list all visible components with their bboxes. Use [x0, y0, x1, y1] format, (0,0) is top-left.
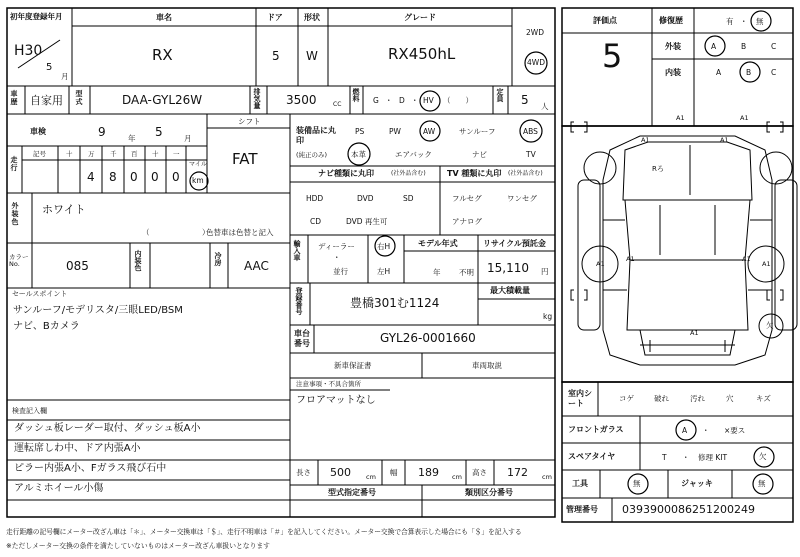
damage-mark: A1 [690, 329, 699, 337]
shaken-label: 車検 [30, 127, 46, 136]
navi-type-note: (社外品含む) [391, 170, 426, 177]
tools-value: 無 [633, 479, 641, 488]
length-unit: cm [366, 473, 376, 481]
color-no-label: カラーNo. [9, 253, 29, 268]
seat-label: 室内シート [568, 389, 592, 409]
tv-type-label: TV 種類に丸印 [447, 169, 502, 178]
model-year-value: 不明 [459, 268, 474, 277]
fuel-other: （ ） [443, 96, 473, 105]
type-value: DAA-GYL26W [122, 93, 203, 107]
damage-mark: A1 [596, 260, 605, 268]
length-label: 長さ [296, 468, 311, 477]
recycle-value: 15,110 [487, 261, 529, 275]
navi-dvd: DVD [357, 194, 374, 203]
color-value: ホワイト [42, 203, 86, 216]
shape-label: 形状 [304, 13, 320, 22]
exterior-label: 外装 [665, 42, 681, 51]
inspector-label: 検査記入欄 [12, 407, 47, 415]
model-label: 車名 [156, 13, 172, 22]
aircon-label: 冷房 [214, 252, 222, 266]
height-value: 172 [507, 466, 528, 479]
color-change-note: 色替車は色替と記入 [206, 228, 274, 237]
interior-grade-a: A [716, 68, 722, 77]
usage-value: 自家用 [30, 94, 63, 107]
model-value: RX [152, 46, 173, 64]
inspector-line: ダッシュ板レーダー取付、ダッシュ板A小 [14, 423, 201, 434]
score-value: 5 [602, 37, 623, 75]
fuel-dot-2: ・ [411, 96, 419, 105]
first-registration-month: 5 [46, 62, 53, 73]
import-dealer: ディーラー [318, 242, 355, 251]
chassis-value: GYL26-0001660 [380, 331, 476, 345]
shaken-year-unit: 年 [128, 134, 136, 143]
navi-hdd: HDD [306, 194, 324, 203]
mileage-label: 走行 [10, 156, 18, 172]
equip-leather: 本革 [351, 150, 366, 159]
damage-mark: A1 [742, 255, 751, 263]
shaken-month: 5 [155, 125, 163, 139]
drive-2wd: 2WD [526, 28, 544, 37]
color-change-paren: （ ） [142, 228, 210, 237]
seat-stain: 汚れ [690, 394, 705, 403]
chassis-label: 車台番号 [294, 329, 310, 348]
shaken-month-unit: 月 [184, 134, 192, 143]
mileage-place-hundred-thousand: 十 [66, 150, 73, 158]
fuel-d: D [399, 96, 405, 105]
first-registration-label: 初年度登録年月 [10, 12, 63, 21]
repair-dot: ・ [740, 17, 748, 26]
damage-mark: A1 [676, 114, 685, 122]
jack-value: 無 [758, 479, 766, 488]
first-registration-era: H30 [14, 43, 43, 59]
equip-aw: AW [423, 127, 436, 136]
mileage-digit: 4 [87, 170, 95, 184]
mileage-place-sign: 記号 [33, 150, 46, 158]
displacement-value: 3500 [286, 93, 317, 107]
damage-mark: A1 [641, 136, 650, 144]
type-designation-label: 型式指定番号 [328, 488, 376, 497]
selling-point-line: サンルーフ/モデリスタ/三眼LED/BSM [13, 305, 183, 316]
seat-tear: 破れ [654, 394, 669, 403]
fuel-label: 燃料 [352, 88, 360, 102]
spare-tire-label: スペアタイヤ [568, 452, 616, 461]
navi-type-label: ナビ種類に丸印 [318, 169, 374, 178]
drive-4wd: 4WD [527, 58, 545, 67]
mileage-place-hundred: 百 [131, 150, 138, 158]
width-unit: cm [452, 473, 462, 481]
import-left-hand: 左H [377, 267, 391, 276]
width-value: 189 [418, 466, 439, 479]
footer-note-2: ※ただしメーター交換の条件を満たしていないものはメーター改ざん車扱いとなります [6, 542, 270, 550]
spare-repair-kit: 修理 KIT [698, 453, 728, 462]
windshield-replace: ×要ス [724, 426, 746, 435]
mileage-digit: 0 [172, 170, 180, 184]
exterior-grade-c: C [771, 42, 777, 51]
interior-grade-b: B [746, 68, 752, 77]
repair-no: 無 [756, 17, 764, 26]
tools-label: 工具 [572, 479, 588, 488]
mile-unit: マイル [189, 161, 207, 168]
management-number-label: 管理番号 [566, 505, 598, 514]
jack-label: ジャッキ [681, 479, 713, 488]
car-diagram [571, 122, 797, 365]
displacement-label: 排気量 [253, 88, 261, 109]
new-car-warranty: 新車保証書 [334, 361, 372, 370]
cc-unit: CC [333, 101, 342, 108]
max-load-kg: kg [543, 312, 553, 321]
capacity-unit: 人 [541, 102, 549, 111]
height-unit: cm [542, 473, 552, 481]
damage-mark: A1 [626, 255, 635, 263]
management-number-value: 0393900086251200249 [622, 503, 755, 516]
tv-fullseg: フルセグ [452, 194, 482, 203]
model-year-label: モデル年式 [418, 239, 458, 248]
mileage-place-one: 一 [173, 150, 180, 158]
seat-burn: コゲ [619, 394, 634, 403]
equip-ps: PS [355, 127, 365, 136]
capacity-value: 5 [521, 93, 529, 107]
inspector-line: アルミホイール小傷 [14, 483, 104, 494]
fuel-g: G [373, 96, 379, 105]
length-value: 500 [330, 466, 351, 479]
interior-grade-c: C [771, 68, 777, 77]
mileage-place-ten: 十 [152, 150, 159, 158]
notes-label: 注意事項・不具合箇所 [296, 380, 361, 388]
notes-value: フロアマットなし [296, 395, 376, 406]
navi-cd: CD [310, 217, 322, 226]
interior-color-label: 内装色 [134, 250, 142, 271]
import-dot: ・ [333, 253, 341, 262]
spare-dot: ・ [682, 453, 690, 462]
model-year-unit: 年 [433, 268, 441, 277]
import-right-hand: 右H [377, 242, 391, 251]
shift-label: シフト [238, 117, 261, 126]
damage-mark: A1 [740, 114, 749, 122]
import-label: 輸入車 [293, 240, 301, 261]
inspector-line: 運転席しわ中、ドア内張A小 [14, 443, 141, 454]
tv-analog: アナログ [452, 217, 482, 226]
recycle-yen: 円 [541, 267, 549, 276]
equip-navi: ナビ [472, 150, 487, 159]
footer-note-1: 走行距離の記号欄にメーター改ざん車は「＊」、メーター交換車は「＄」、走行不明車は「＃」を記入してください。メーター交換で合算表示した場合にも「＄」を記入する [6, 528, 522, 536]
width-label: 幅 [390, 468, 398, 477]
km-unit: km [192, 176, 204, 185]
usage-label: 車歴 [10, 90, 18, 106]
equip-sunroof: サンルーフ [459, 127, 496, 136]
exterior-grade-a: A [711, 42, 717, 51]
interior-label: 内装 [665, 68, 681, 77]
grade-label: グレード [404, 13, 436, 22]
max-load-label: 最大積載量 [490, 286, 530, 295]
shaken-year: 9 [98, 125, 106, 139]
equipment-label: 装備品に丸印 [296, 126, 336, 146]
windshield-a: A [682, 426, 688, 435]
first-registration-month-unit: 月 [61, 72, 69, 81]
fuel-hv: HV [423, 96, 434, 105]
exterior-grade-b: B [741, 42, 747, 51]
tv-type-note: (社外品含む) [508, 170, 543, 177]
windshield-label: フロントガラス [568, 425, 624, 434]
equipment-genuine-note: (純正のみ) [296, 151, 328, 159]
equip-airbag: エアバック [395, 150, 432, 159]
mileage-digit: 0 [151, 170, 159, 184]
equip-pw: PW [389, 127, 401, 136]
damage-mark-r: Rろ [652, 165, 664, 173]
mileage-place-thousand: 千 [110, 150, 117, 158]
registration-value: 豊橋301む1124 [350, 296, 440, 310]
tv-oneseg: ワンセグ [507, 194, 537, 203]
spare-t: T [662, 453, 667, 462]
vehicle-manual: 車両取説 [472, 361, 502, 370]
shift-value: FAT [232, 150, 258, 168]
mileage-digit: 0 [130, 170, 138, 184]
recycle-label: リサイクル預託金 [483, 239, 546, 248]
inspector-line: ピラー内張A小、Fガラス飛び石中 [14, 463, 167, 474]
navi-dvd-playback: DVD 再生可 [346, 217, 388, 226]
shape-value: W [306, 49, 318, 63]
aircon-value: AAC [244, 259, 269, 273]
selling-point-line: ナビ、Bカメラ [13, 321, 80, 332]
height-label: 高さ [472, 468, 487, 477]
color-no-value: 085 [66, 259, 89, 273]
equip-tv: TV [526, 150, 536, 159]
fuel-dot-1: ・ [385, 96, 393, 105]
damage-mark: A1 [720, 136, 729, 144]
import-parallel: 並行 [333, 267, 348, 276]
door-value: 5 [272, 49, 280, 63]
class-number-label: 類別区分番号 [465, 488, 513, 497]
mileage-digit: 8 [109, 170, 117, 184]
mileage-place-ten-thousand: 万 [88, 150, 95, 158]
score-label: 評価点 [593, 16, 617, 25]
door-label: ドア [267, 13, 283, 22]
selling-points-label: セールスポイント [12, 290, 68, 298]
seat-scratch: キズ [756, 394, 771, 403]
repair-yes: 有 [726, 17, 734, 26]
damage-mark: A1 [762, 260, 771, 268]
grade-value: RX450hL [388, 45, 456, 63]
color-label: 外装色 [11, 202, 19, 226]
type-label: 型式 [75, 90, 83, 106]
windshield-dot: ・ [702, 426, 710, 435]
capacity-label: 定員 [496, 88, 504, 102]
registration-label: 登録番号 [295, 287, 303, 315]
equip-abs: ABS [523, 127, 538, 136]
navi-sd: SD [403, 194, 414, 203]
seat-hole: 穴 [726, 394, 734, 403]
diagram-missing-mark: 欠 [766, 321, 774, 330]
spare-missing: 欠 [759, 452, 767, 461]
repair-history-label: 修復歴 [659, 16, 683, 25]
